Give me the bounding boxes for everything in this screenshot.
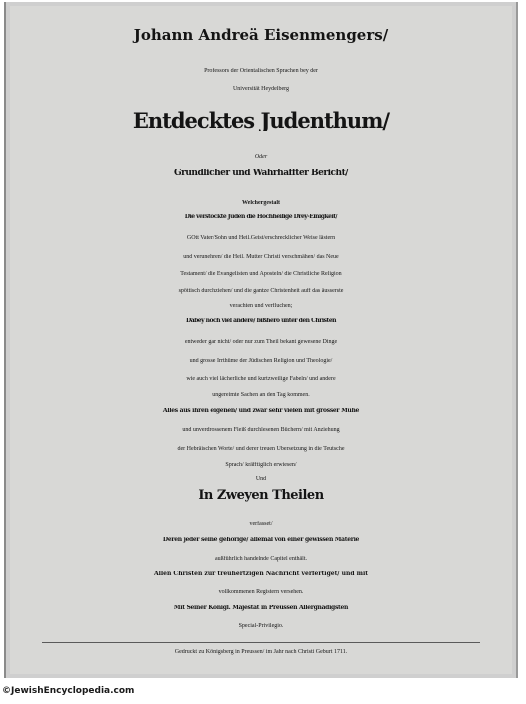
imprint-line: Gedruckt zu Königsberg in Preussen/ im Jahr nach Christi Geburt 1711. <box>174 649 348 655</box>
body-line: der Hebräischen Worte/ und derer treuen Ubersetzung in die Teutsche <box>177 446 345 452</box>
body-line: wie auch viel lächerliche und kurtzweilige Fabeln/ und andere <box>186 376 336 382</box>
body-line: Testament/ die Evangelisten und Aposteln/ die Christliche Religion <box>180 271 342 277</box>
body-line: und verunehren/ die Heil. Mutter Christi verschmähen/ das Neue <box>183 254 339 260</box>
body-line: verachten und verfluchen; <box>229 303 293 309</box>
body-line: Alles aus ihren eigenen/ und zwar sehr vielen mit grosser Mühe <box>162 408 360 414</box>
copyright-credit: ©JewishEncyclopedia.com <box>2 686 135 696</box>
oder-line: Oder <box>254 154 268 160</box>
body-line: Sprach/ kräfftiglich erwiesen/ <box>225 462 297 468</box>
divider-rule <box>42 642 480 643</box>
zwey-theilen-line: In Zweyen Theilen <box>198 489 324 502</box>
welcher-line: Welchergestalt <box>242 200 280 206</box>
body-line: Deren jeder seine gehörige/ allemal von einer gewissen Materie <box>162 537 360 543</box>
body-line: GOtt Vater/Sohn und Heil.Geist/erschrecklicher Weise lästern <box>186 235 336 241</box>
subtitle: Gründlicher und Wahrhaffter Bericht/ <box>173 169 349 178</box>
body-line: und grosse Irrthüme der Jüdischen Religion und Theologie/ <box>189 358 333 364</box>
body-line: entweder gar nicht/ oder nur zum Theil bekant gewesene Dinge <box>184 339 338 345</box>
body-line: außführlich handelnde Capitel enthält. <box>215 556 307 562</box>
affiliation-line-2: Universität Heydelberg <box>232 86 290 92</box>
author-line: Johann Andreä Eisenmengers/ <box>133 28 389 43</box>
body-line: ungereimte Sachen an den Tag kommen. <box>212 392 310 398</box>
body-line: und unverdrossenem Fleiß durchlesenen Büchern/ mit Anziehung <box>182 427 340 433</box>
body-line: Dabey noch viel andere/ bißhero unter den Christen <box>185 318 337 324</box>
und-line: Und <box>255 476 267 482</box>
body-line: Die verstockte Juden die Hochheilige Drey-Einigkeit/ <box>184 214 338 220</box>
body-line: Allen Christen zur treuhertzigen Nachricht verfertiget/ und mit <box>153 571 369 577</box>
scanned-title-page <box>4 2 518 678</box>
verfasset-line: verfasset/ <box>249 521 273 527</box>
privilege-line: Mit Seiner Königl. Majestät in Preussen Allergnädigsten <box>173 605 349 611</box>
title-page <box>10 6 512 674</box>
affiliation-line-1: Professors der Orientalischen Sprachen bey der <box>204 68 318 74</box>
privilege-line-2: Special-Privilegio. <box>238 623 284 629</box>
body-line: spöttisch durchziehen/ und die gantze Christenheit auff das äusserste <box>178 288 344 294</box>
body-line: vollkommenen Registern versehen. <box>218 589 304 595</box>
main-title: Entdecktes Judenthum/ <box>132 110 390 131</box>
